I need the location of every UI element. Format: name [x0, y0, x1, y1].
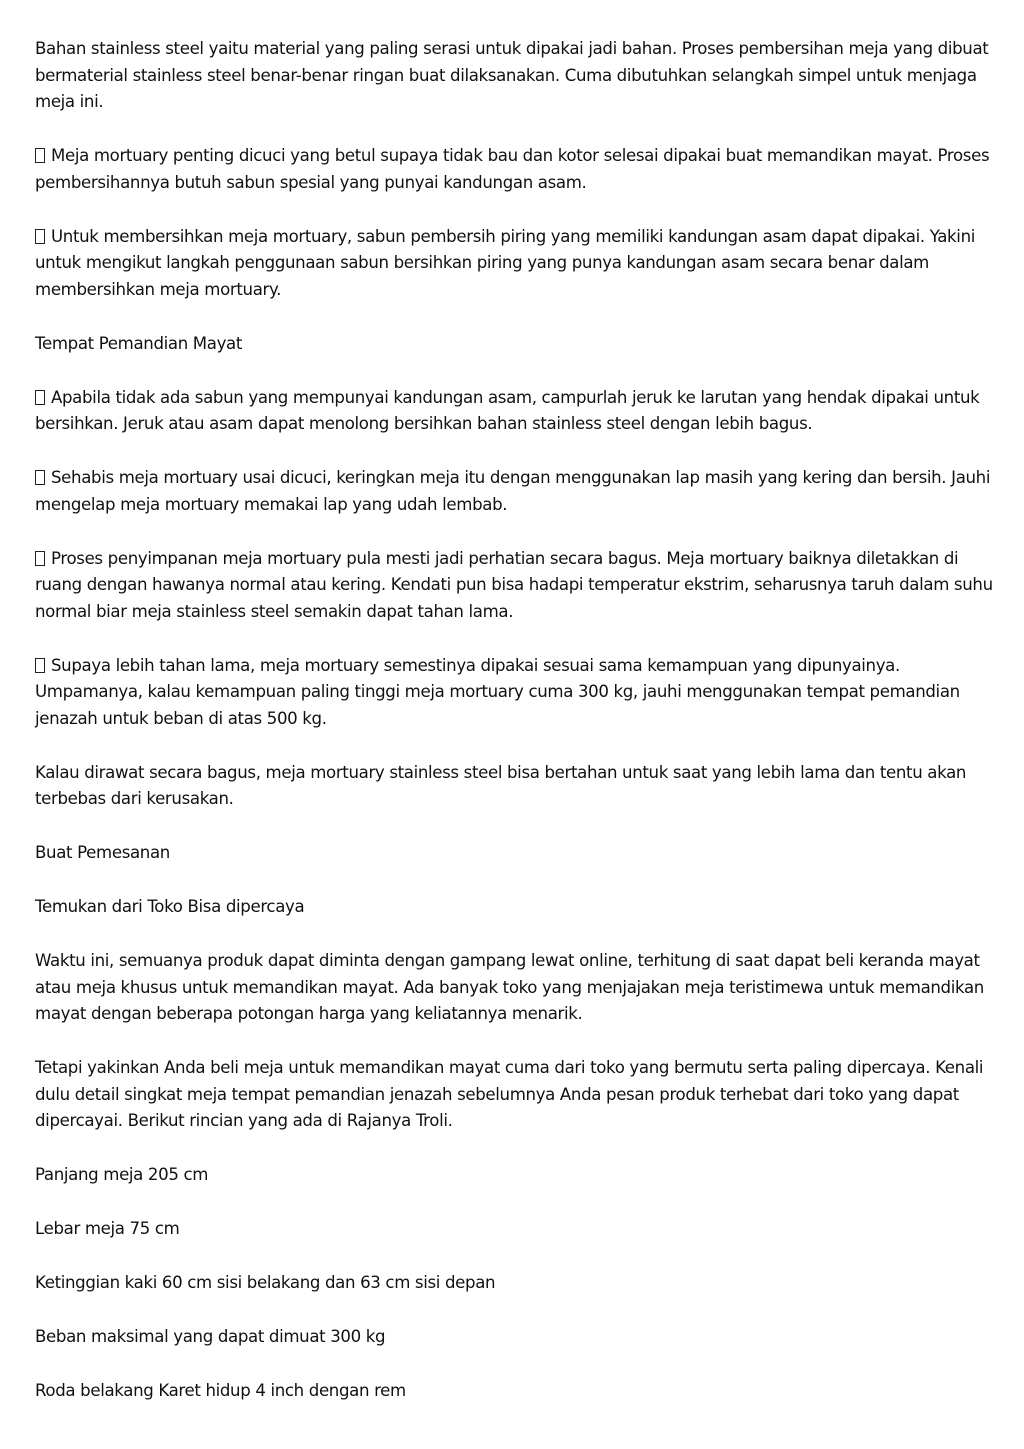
paragraph-text: Temukan dari Toko Bisa dipercaya: [35, 897, 305, 916]
paragraph-text: Sehabis meja mortuary usai dicuci, keringkan meja itu dengan menggunakan lap masih yang kering dan bersih. Jauhi mengelap meja mortuary memakai lap yang udah lembab.: [35, 468, 991, 514]
paragraph-text: Kalau dirawat secara bagus, meja mortuary stainless steel bisa bertahan untuk saat yang lebih lama dan tentu akan terbebas dari kerusakan.: [35, 762, 967, 808]
bullet-paragraph: [35, 224, 995, 304]
spec-line: [35, 1378, 995, 1405]
paragraph-text: Proses penyimpanan meja mortuary pula mesti jadi perhatian secara bagus. Meja mortuary baiknya diletakkan di ruang dengan hawanya normal atau kering. Kendati pun bisa hadapi temperatur ekstrim, seharusnya taruh dalam suhu normal biar meja stainless steel semakin dapat tahan lama.: [35, 548, 993, 621]
document-page: [35, 36, 995, 1432]
paragraph-text: Untuk membersihkan meja mortuary, sabun pembersih piring yang memiliki kandungan asam dapat dipakai. Yakini untuk mengikut langkah penggunaan sabun bersihkan piring yang punya kandungan asam secara benar dalam membersihkan meja mortuary.: [35, 226, 975, 299]
paragraph-text: Bahan stainless steel yaitu material yang paling serasi untuk dipakai jadi bahan. Proses pembersihan meja yang dibuat bermaterial stainless steel benar-benar ringan buat dilaksanakan. Cuma dibutuhkan selangkah simpel untuk menjaga meja ini.: [35, 39, 989, 111]
paragraph-text: Tempat Pemandian Mayat: [35, 333, 243, 353]
bullet-paragraph: [35, 546, 995, 626]
missing-glyph-bullet-icon: [35, 551, 45, 566]
missing-glyph-bullet-icon: [35, 658, 45, 673]
paragraph: [35, 760, 995, 813]
missing-glyph-bullet-icon: [35, 390, 45, 405]
paragraph-text: Ketinggian kaki 60 cm sisi belakang dan 63 cm sisi depan: [35, 1273, 496, 1292]
paragraph-text: Panjang meja 205 cm: [35, 1165, 209, 1184]
paragraph: [35, 948, 995, 1028]
paragraph-text: Waktu ini, semuanya produk dapat diminta dengan gampang lewat online, terhitung di saat dapat beli keranda mayat atau meja khusus untuk memandikan mayat. Ada banyak toko yang menjajakan meja teristimewa untuk memandikan mayat dengan beberapa potongan harga yang keliatannya menarik.: [35, 951, 984, 1023]
paragraph-text: Beban maksimal yang dapat dimuat 300 kg: [35, 1327, 386, 1346]
missing-glyph-bullet-icon: [35, 470, 45, 485]
paragraph-text: Apabila tidak ada sabun yang mempunyai kandungan asam, campurlah jeruk ke larutan yang hendak dipakai untuk bersihkan. Jeruk atau asam dapat menolong bersihkan bahan stainless steel dengan lebih bagus.: [35, 387, 980, 433]
spec-line: [35, 1216, 995, 1243]
spec-line: [35, 1324, 995, 1351]
spec-line: [35, 1162, 995, 1189]
spec-line: [35, 1270, 995, 1297]
section-heading: [35, 840, 995, 867]
paragraph-text: Buat Pemesanan: [35, 843, 170, 862]
paragraph-text: Tetapi yakinkan Anda beli meja untuk memandikan mayat cuma dari toko yang bermutu serta paling dipercaya. Kenali dulu detail singkat meja tempat pemandian jenazah sebelumnya Anda pesan produk terhebat dari toko yang dapat dipercayai. Berikut rincian yang ada di Rajanya Troli.: [35, 1058, 984, 1130]
paragraph-text: Meja mortuary penting dicuci yang betul supaya tidak bau dan kotor selesai dipakai buat memandikan mayat. Proses pembersihannya butuh sabun spesial yang punyai kandungan asam.: [35, 146, 990, 192]
paragraph-text: Lebar meja 75 cm: [35, 1219, 180, 1238]
bullet-paragraph: [35, 385, 995, 438]
missing-glyph-bullet-icon: [35, 229, 45, 244]
bullet-paragraph: [35, 653, 995, 733]
section-heading: [35, 894, 995, 921]
section-heading: [35, 331, 995, 358]
paragraph-text: Roda belakang Karet hidup 4 inch dengan rem: [35, 1381, 406, 1400]
paragraph: [35, 36, 995, 116]
missing-glyph-bullet-icon: [35, 148, 45, 163]
bullet-paragraph: [35, 143, 995, 196]
paragraph-text: Supaya lebih tahan lama, meja mortuary semestinya dipakai sesuai sama kemampuan yang dipunyainya. Umpamanya, kalau kemampuan paling tinggi meja mortuary cuma 300 kg, jauhi menggunakan tempat pemandian jenazah untuk beban di atas 500 kg.: [35, 655, 960, 728]
bullet-paragraph: [35, 465, 995, 518]
paragraph: [35, 1055, 995, 1135]
